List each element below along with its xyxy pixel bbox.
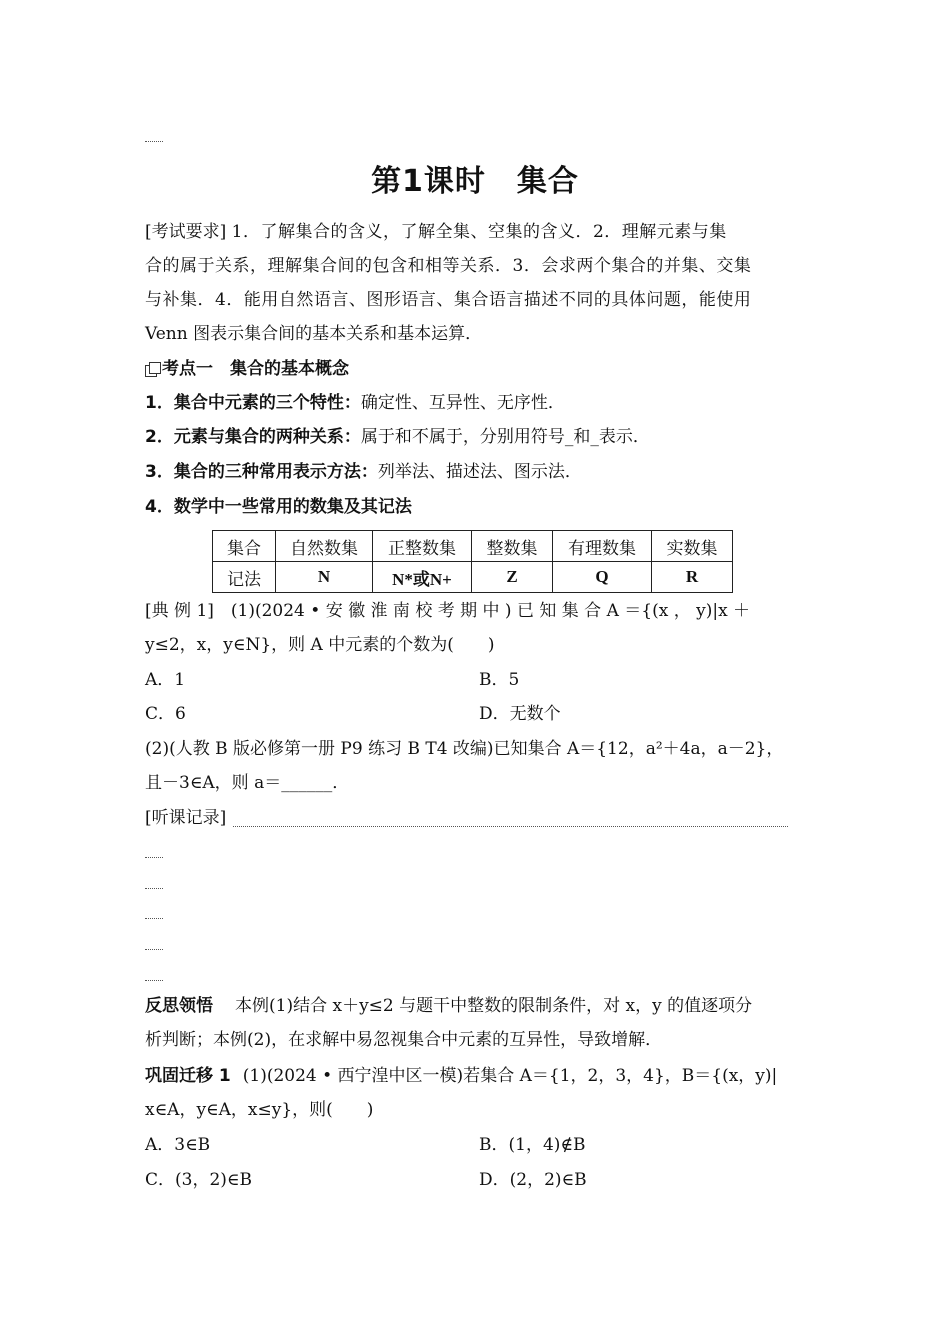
notes-dots: [145, 949, 163, 950]
table-cell: N*或N+: [373, 562, 472, 593]
notes-dots: [145, 918, 163, 919]
requirements-line-2: 合的属于关系，理解集合间的包含和相等关系．3．会求两个集合的并集、交集: [145, 256, 752, 276]
notes-dots: [145, 857, 163, 858]
dotted-mark: [145, 141, 163, 142]
notes-dots: [145, 888, 163, 889]
notes-rule: [233, 826, 788, 827]
table-row: [213, 562, 733, 593]
page-title: 第1课时 集合: [371, 164, 579, 199]
example1-line-2: y≤2，x，y∈N}，则 A 中元素的个数为( ): [145, 635, 495, 655]
number-sets-table: [212, 530, 733, 593]
table-cell: 正整数集: [373, 531, 472, 562]
table-cell: Q: [553, 562, 652, 593]
notes-label: [听课记录]: [145, 808, 227, 828]
practice-option-c: C．(3，2)∈B: [145, 1170, 252, 1190]
practice1-line-1: 巩固迁移 1 (1)(2024 • 西宁湟中区一模)若集合 A＝{1，2，3，4}，B＝{(x，y)|: [145, 1066, 778, 1086]
table-cell: 整数集: [472, 531, 553, 562]
table-cell: R: [652, 562, 733, 593]
requirements-line-1: [考试要求] 1．了解集合的含义，了解全集、空集的含义．2．理解元素与集: [145, 222, 727, 242]
table-cell: Z: [472, 562, 553, 593]
example1-line-1: [典 例 1] (1)(2024 • 安 徽 淮 南 校 考 期 中 ) 已 知 集 合 A ＝{(x ， y)|x ＋: [145, 601, 751, 621]
example1-part2-line-1: (2)(人教 B 版必修第一册 P9 练习 B T4 改编)已知集合 A＝{12，a²＋4a，a－2}，: [145, 739, 784, 759]
requirements-line-4: Venn 图表示集合间的基本关系和基本运算．: [145, 324, 483, 344]
practice1-line-2: x∈A，y∈A，x≤y}，则( ): [145, 1100, 374, 1120]
reflection-line-2: 析判断；本例(2)，在求解中易忽视集合中元素的互异性，导致增解．: [145, 1030, 663, 1050]
table-cell: 记法: [213, 562, 276, 593]
table-cell: 有理数集: [553, 531, 652, 562]
point-4: 4．数学中一些常用的数集及其记法: [145, 497, 412, 517]
reflection-line-1: 反思领悟 本例(1)结合 x＋y≤2 与题干中整数的限制条件，对 x，y 的值逐项分: [145, 996, 753, 1016]
example1-part2-line-2: 且－3∈A，则 a＝______．: [145, 773, 350, 793]
practice-option-a: A．3∈B: [145, 1135, 211, 1155]
point-1: 1．集合中元素的三个特性：确定性、互异性、无序性．: [145, 393, 565, 413]
table-cell: 实数集: [652, 531, 733, 562]
option-d: D．无数个: [479, 704, 561, 724]
requirements-line-3: 与补集．4．能用自然语言、图形语言、集合语言描述不同的具体问题，能使用: [145, 290, 752, 310]
option-c: C．6: [145, 704, 186, 724]
section-heading: 考点一 集合的基本概念: [145, 358, 810, 380]
requirements-label: [考试要求]: [145, 222, 227, 242]
table-cell: N: [276, 562, 373, 593]
point-2: 2．元素与集合的两种关系：属于和不属于，分别用符号_和_表示．: [145, 427, 650, 447]
reflection-label: 反思领悟: [145, 996, 213, 1016]
notes-dots: [145, 980, 163, 981]
option-a: A．1: [145, 670, 186, 690]
practice-option-b: B．(1，4)∉B: [479, 1135, 586, 1155]
point-3: 3．集合的三种常用表示方法：列举法、描述法、图示法．: [145, 462, 582, 482]
practice1-label: 巩固迁移 1: [145, 1066, 231, 1086]
option-b: B．5: [479, 670, 520, 690]
table-row: [213, 531, 733, 562]
table-cell: 集合: [213, 531, 276, 562]
section-icon: [145, 362, 159, 376]
practice-option-d: D．(2，2)∈B: [479, 1170, 587, 1190]
table-cell: 自然数集: [276, 531, 373, 562]
